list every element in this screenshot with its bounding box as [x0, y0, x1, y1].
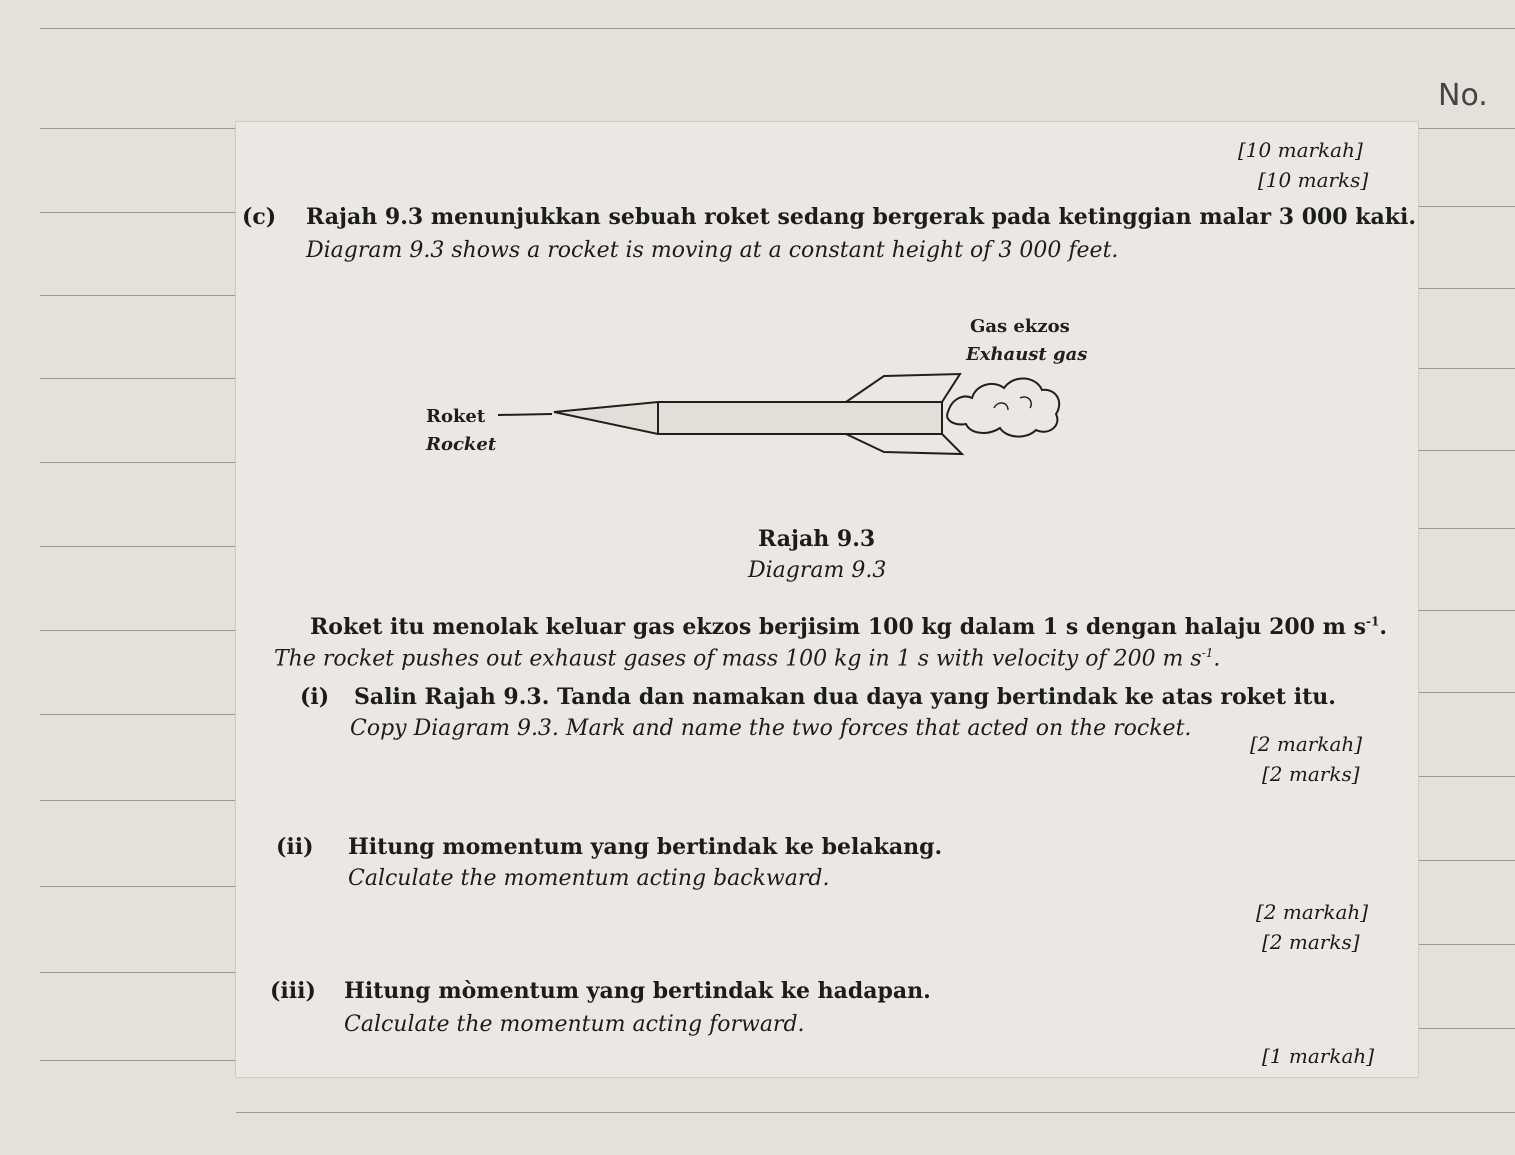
rocket-body — [554, 402, 942, 434]
notebook-rule — [1418, 692, 1515, 693]
notebook-rule — [236, 1112, 1515, 1113]
exhaust-swirl — [994, 403, 1008, 410]
rocket-diagram — [236, 122, 1418, 482]
notebook-rule — [1418, 368, 1515, 369]
notebook-rule — [1418, 776, 1515, 777]
notebook-rule — [40, 28, 1515, 29]
gas-label-ms: Gas ekzos — [970, 316, 1070, 337]
q1-number: (i) — [300, 684, 330, 710]
notebook-rule — [40, 295, 236, 296]
q1-marks-ms: [2 markah] — [1250, 732, 1363, 756]
info-en-body: The rocket pushes out exhaust gases of mass 100 kg in 1 s with velocity of 200 m s — [274, 646, 1202, 672]
notebook-rule — [1418, 1028, 1515, 1029]
page-number-label: No. — [1438, 78, 1488, 113]
q3-text-en: Calculate the momentum acting forward. — [344, 1012, 805, 1037]
unit-exponent: -1 — [1365, 614, 1380, 629]
q3-text-ms: Hitung mòmentum yang bertindak ke hadapan. — [344, 978, 931, 1004]
q2-marks-en: [2 marks] — [1262, 930, 1360, 954]
notebook-rule — [1418, 128, 1515, 129]
notebook-rule — [1418, 206, 1515, 207]
info-en-end: . — [1213, 646, 1221, 672]
notebook-rule — [40, 546, 236, 547]
rocket-label-ms: Roket — [426, 406, 486, 427]
prev-marks-en: [10 marks] — [1258, 168, 1369, 192]
notebook-rule — [1418, 610, 1515, 611]
notebook-rule — [40, 212, 236, 213]
info-ms-end: . — [1379, 614, 1387, 640]
notebook-rule — [40, 1060, 236, 1061]
notebook-rule — [40, 972, 236, 973]
q3-marks-ms: [1 markah] — [1262, 1044, 1375, 1068]
q1-marks-en: [2 marks] — [1262, 762, 1360, 786]
q1-text-ms: Salin Rajah 9.3. Tanda dan namakan dua daya yang bertindak ke atas roket itu. — [354, 684, 1336, 710]
info-ms-body: Roket itu menolak keluar gas ekzos berjisim 100 kg dalam 1 s dengan halaju 200 m s — [310, 614, 1366, 640]
question-paper — [236, 122, 1418, 1077]
part-c-text-ms: Rajah 9.3 menunjukkan sebuah roket sedang bergerak pada ketinggian malar 3 000 kaki. — [306, 204, 1417, 230]
q2-text-ms: Hitung momentum yang bertindak ke belakang. — [348, 834, 943, 860]
notebook-rule — [40, 378, 236, 379]
notebook-rule — [40, 714, 236, 715]
q2-marks-ms: [2 markah] — [1256, 900, 1369, 924]
rocket-fin-bottom — [846, 434, 962, 454]
notebook-rule — [40, 800, 236, 801]
diagram-caption-ms: Rajah 9.3 — [758, 526, 876, 552]
q3-number: (iii) — [270, 978, 316, 1004]
info-text-en — [274, 646, 1220, 671]
q2-number: (ii) — [276, 834, 314, 860]
notebook-rule — [40, 886, 236, 887]
prev-marks-ms: [10 markah] — [1238, 138, 1363, 162]
part-c-text-en: Diagram 9.3 shows a rocket is moving at a constant height of 3 000 feet. — [306, 238, 1119, 263]
notebook-rule — [1418, 450, 1515, 451]
q1-text-en: Copy Diagram 9.3. Mark and name the two forces that acted on the rocket. — [350, 716, 1192, 741]
info-text-ms — [310, 614, 1387, 640]
diagram-caption-en: Diagram 9.3 — [748, 558, 887, 583]
gas-label-en: Exhaust gas — [966, 344, 1088, 365]
exhaust-swirl — [1020, 397, 1031, 408]
q2-text-en: Calculate the momentum acting backward. — [348, 866, 830, 891]
part-c-letter: (c) — [242, 204, 277, 230]
rocket-fin-top — [846, 374, 960, 402]
notebook-rule — [40, 630, 236, 631]
notebook-rule — [40, 128, 236, 129]
exhaust-cloud — [947, 378, 1059, 436]
rocket-label-en: Rocket — [426, 434, 497, 455]
notebook-rule — [1418, 860, 1515, 861]
notebook-rule — [1418, 944, 1515, 945]
notebook-rule — [40, 462, 236, 463]
rocket-pointer-line — [498, 414, 552, 415]
notebook-rule — [1418, 288, 1515, 289]
notebook-rule — [1418, 528, 1515, 529]
unit-exponent: -1 — [1201, 646, 1214, 660]
